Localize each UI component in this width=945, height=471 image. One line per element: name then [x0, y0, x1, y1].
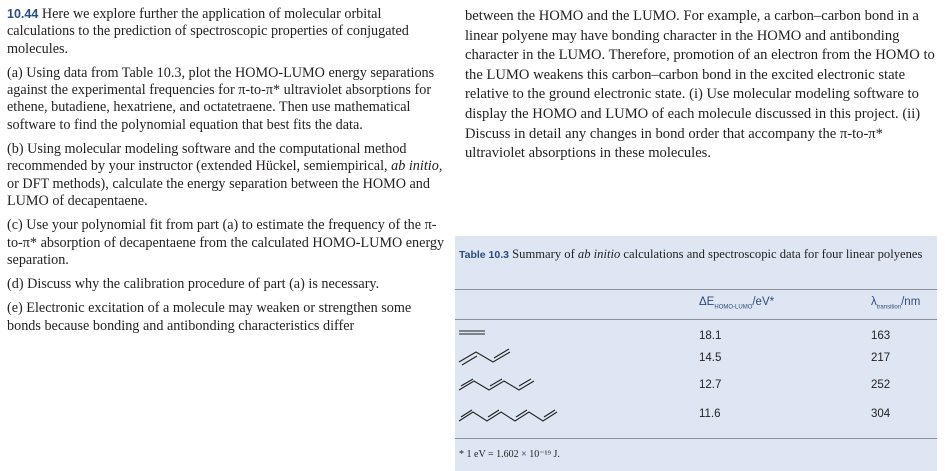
- butadiene-delta-e: 14.5: [699, 352, 722, 364]
- right-column: [465, 7, 937, 164]
- hexatriene-delta-e: 12.7: [699, 379, 722, 391]
- part-a: (a) Using data from Table 10.3, plot the HOMO-LUMO energy separations against the experimental frequencies for π-to-π* ultraviolet absorptions for ethene, butadiene, hexatriene, and octatetraene. Then use mathematical software to find the polynomial equation that best fits the data.: [7, 64, 435, 133]
- left-column: [7, 6, 445, 341]
- butadiene-lambda: 217: [871, 352, 891, 364]
- part-b: [7, 141, 445, 210]
- table-bottom-rule: [455, 438, 937, 439]
- polyene-structures: [455, 236, 937, 471]
- hexatriene-structure-icon: [459, 379, 534, 390]
- hexatriene-lambda: 252: [871, 379, 891, 391]
- octatetraene-delta-e: 11.6: [699, 408, 721, 420]
- caption-text-1: Summary of: [512, 247, 578, 261]
- ethene-delta-e: 18.1: [699, 330, 722, 342]
- table-label: Table 10.3: [459, 249, 509, 261]
- octatetraene-lambda: 304: [871, 408, 891, 420]
- table-footnote: * 1 eV = 1.602 × 10⁻¹⁹ J.: [459, 449, 560, 460]
- ethene-lambda: 163: [871, 330, 891, 342]
- col-header-lambda: $\lambda_{transition}/nm$: [871, 296, 921, 311]
- butadiene-structure-icon: [459, 349, 510, 365]
- col-header-delta-e: $\Delta E_{HOMO-LUMO}/eV*$: [699, 296, 775, 311]
- caption-italic: ab initio: [577, 247, 621, 261]
- problem-intro-text: Here we explore further the application of molecular orbital calculations to the prediction of spectroscopic properties of conjugated molecules.: [7, 6, 409, 57]
- problem-intro: [7, 6, 445, 58]
- part-d: (d) Discuss why the calibration procedure of part (a) is necessary.: [7, 276, 380, 293]
- part-b-italic: ab initio: [391, 158, 439, 175]
- ethene-structure-icon: [459, 331, 485, 334]
- part-b-text-1: (b) Using molecular modeling software and the computational method recommended by your instructor (extended Hückel, semiempirical,: [7, 141, 407, 175]
- table-10-3: [455, 236, 937, 471]
- problem-number: 10.44: [7, 7, 39, 21]
- part-e: (e) Electronic excitation of a molecule may weaken or strengthen some bonds because bonding and antibonding characteristics differ: [7, 300, 412, 334]
- part-b-text-2: , or DFT methods), calculate the energy separation between the HOMO and LUMO of decapentaene.: [7, 158, 443, 209]
- octatetraene-structure-icon: [459, 410, 557, 421]
- part-e-continued: between the HOMO and the LUMO. For example, a carbon–carbon bond in a linear polyene may have bonding character in the HOMO and antibonding character in the LUMO. Therefore, promotion of an electron from the HOMO to the LUMO weakens this carbon–carbon bond in the excited electronic state relative to the ground electronic state. (i) Use molecular modeling software to display the HOMO and LUMO of each molecule discussed in this project. (ii) Discuss in detail any changes in bond order that accompany the π-to-π* ultraviolet absorptions in these molecules.: [465, 8, 935, 162]
- caption-text-2: calculations and spectroscopic data for four linear polyenes: [620, 247, 923, 261]
- part-c: (c) Use your polynomial fit from part (a) to estimate the frequency of the π-to-π* absorption of decapentaene from the calculated HOMO-LUMO energy separation.: [7, 217, 445, 268]
